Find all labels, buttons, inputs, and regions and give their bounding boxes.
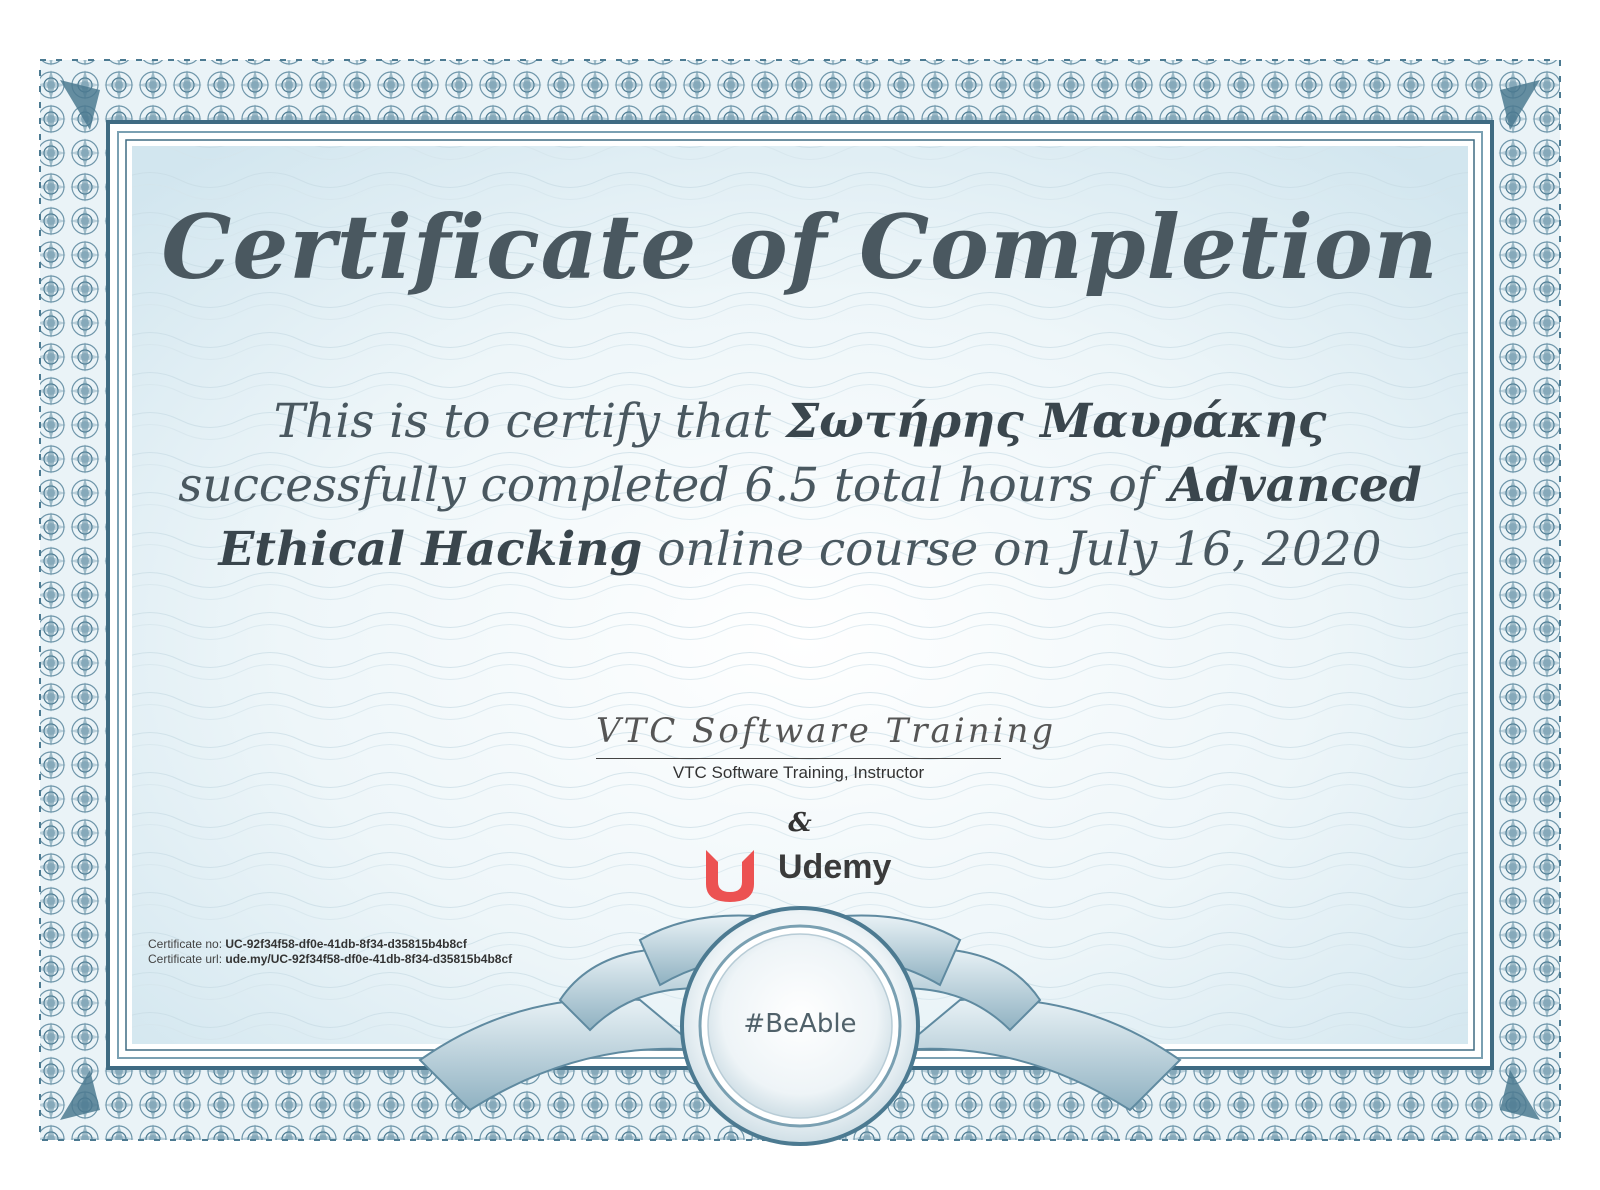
cert-no-label: Certificate no: (148, 937, 223, 951)
cert-url-value[interactable]: ude.my/UC-92f34f58-df0e-41db-8f34-d35815b4b8cf (225, 952, 513, 966)
course-name: Advanced Ethical Hacking (218, 458, 1422, 577)
udemy-u-icon (700, 842, 770, 902)
completed-text: successfully completed 6.5 total hours of (178, 458, 1155, 513)
certificate-title: Certificate of Completion (161, 195, 1439, 299)
signature-line (596, 758, 1001, 759)
certificate-number-row (148, 937, 512, 952)
certificate-url-row (148, 952, 512, 967)
ampersand: & (788, 808, 812, 838)
intro-text: This is to certify that (273, 394, 771, 449)
udemy-wordmark: Udemy (778, 848, 892, 886)
cert-url-label: Certificate url: (148, 952, 223, 966)
instructor-signature: VTC Software Training (596, 711, 1057, 751)
instructor-signature-block (596, 706, 1057, 783)
instructor-caption: VTC Software Training, Instructor (672, 763, 925, 782)
beable-badge-text: #BeAble (743, 1009, 857, 1039)
udemy-logo (700, 842, 892, 902)
course-suffix: online course on July 16, 2020 (657, 522, 1382, 577)
certificate-meta (148, 937, 512, 967)
cert-no-value: UC-92f34f58-df0e-41db-8f34-d35815b4b8cf (225, 937, 467, 951)
recipient-name: Σωτήρης Μαυράκης (785, 394, 1327, 449)
certificate-statement (170, 390, 1430, 582)
